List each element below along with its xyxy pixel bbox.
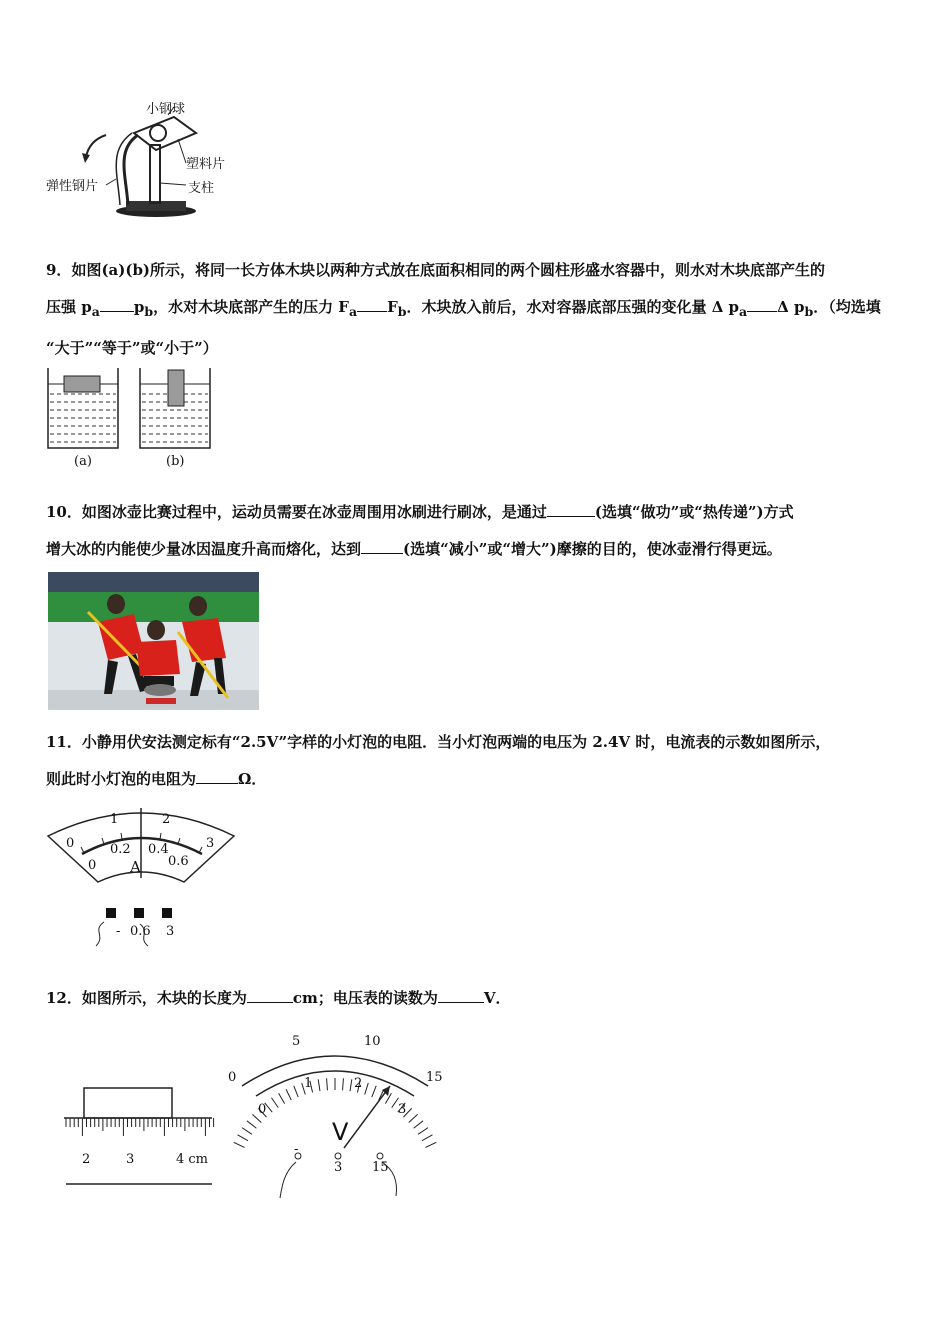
ruler-drawing xyxy=(62,1086,217,1190)
voltmeter-tick xyxy=(247,1121,256,1128)
q11-line2 xyxy=(46,761,906,798)
ammeter-upper-tick-1: 1 xyxy=(110,812,119,827)
q9-line2 xyxy=(46,289,906,330)
ammeter-upper-tick-0: 0 xyxy=(66,836,75,851)
ammeter-unit: A xyxy=(130,858,141,876)
q9-blank-2[interactable] xyxy=(357,295,387,312)
q10-blank-1[interactable] xyxy=(547,500,595,517)
ammeter-terminal-0-6: 0.6 xyxy=(130,924,151,939)
voltmeter-upper-tick-0: 0 xyxy=(228,1070,237,1085)
ammeter-lower-tick-2: 0.4 xyxy=(148,842,169,857)
q9-text-2b: p xyxy=(133,298,145,316)
q12-number: 12． xyxy=(46,989,82,1007)
voltmeter-upper-tick-10: 10 xyxy=(364,1034,381,1049)
voltmeter-tick xyxy=(385,1093,391,1103)
voltmeter-tick xyxy=(279,1093,285,1103)
q9-number: 9． xyxy=(46,261,72,279)
q11-line1 xyxy=(46,724,906,761)
voltmeter-tick xyxy=(271,1098,278,1108)
voltmeter-tick xyxy=(422,1135,432,1141)
voltmeter-tick xyxy=(238,1135,248,1141)
ammeter-terminal-3: 3 xyxy=(166,924,175,939)
voltmeter-tick xyxy=(350,1079,352,1091)
voltmeter-tick xyxy=(242,1128,252,1135)
q9-text-2d: F xyxy=(387,298,398,316)
voltmeter-tick xyxy=(409,1114,418,1122)
label-plastic-card: 塑料片 xyxy=(186,157,226,172)
q11-text-2a: 则此时小灯泡的电阻为 xyxy=(46,770,197,788)
containers-drawing xyxy=(46,366,216,456)
voltmeter-upper-tick-5: 5 xyxy=(292,1034,301,1049)
question-10 xyxy=(46,494,906,568)
q9-sub-b3: b xyxy=(804,304,814,319)
ammeter-figure xyxy=(44,800,239,950)
q10-text-1b: (选填“做功”或“热传递”)方式 xyxy=(594,503,794,521)
voltmeter-tick xyxy=(286,1089,291,1100)
q9-text-2g: ．（均选填 xyxy=(813,298,881,316)
curling-scene xyxy=(48,572,259,710)
q11-blank[interactable] xyxy=(196,767,238,784)
q9-line1 xyxy=(46,252,906,289)
q9-text-1: 如图(a)(b)所示，将同一长方体木块以两种方式放在底面积相同的两个圆柱形盛水容器中，则水对木块底部产生的 xyxy=(71,261,826,279)
ammeter-lower-tick-0: 0 xyxy=(88,858,97,873)
q9-fig-label-a: (a) xyxy=(74,454,92,469)
curling-photo xyxy=(48,572,259,710)
q10-line2 xyxy=(46,531,906,568)
voltmeter-terminal-3: 3 xyxy=(334,1160,343,1175)
question-11 xyxy=(46,724,906,798)
voltmeter-lower-tick-2: 2 xyxy=(354,1076,363,1091)
q12-text-c: V． xyxy=(483,989,511,1007)
q10-number: 10． xyxy=(46,503,82,521)
voltmeter-tick xyxy=(365,1083,369,1094)
label-pillar: 支柱 xyxy=(188,181,215,196)
voltmeter-terminal-15: 15 xyxy=(372,1160,389,1175)
q9-blank-3[interactable] xyxy=(747,295,777,312)
q9-line3: “大于”“等于”或“小于”） xyxy=(46,339,218,357)
q12-blank-2[interactable] xyxy=(438,986,484,1003)
q9-blank-1[interactable] xyxy=(100,295,134,312)
q12-text-b: cm；电压表的读数为 xyxy=(292,989,438,1007)
ruler-label-4cm: 4 cm xyxy=(176,1152,209,1167)
voltmeter-drawing xyxy=(222,1030,452,1202)
ammeter-upper-tick-3: 3 xyxy=(206,836,215,851)
q10-text-1a: 如图冰壶比赛过程中，运动员需要在冰壶周围用冰刷进行刷冰，是通过 xyxy=(81,503,547,521)
q9-sub-b2: b xyxy=(397,304,407,319)
q12-blank-1[interactable] xyxy=(247,986,293,1003)
ruler-label-3: 3 xyxy=(126,1152,135,1167)
voltmeter-tick xyxy=(327,1078,328,1090)
voltmeter-tick xyxy=(414,1121,423,1128)
ruler-label-2: 2 xyxy=(82,1152,91,1167)
ammeter-lower-tick-3: 0.6 xyxy=(168,854,189,869)
voltmeter-lower-tick-1: 1 xyxy=(304,1076,313,1091)
q12-text-a: 如图所示，木块的长度为 xyxy=(81,989,247,1007)
q11-text-1: 小静用伏安法测定标有“2.5V”字样的小灯泡的电阻．当小灯泡两端的电压为 2.4V 时，电流表的示数如图所示， xyxy=(81,733,831,751)
label-steel-ball: 小钢球 xyxy=(146,102,186,117)
voltmeter-tick xyxy=(418,1128,428,1135)
question-9 xyxy=(46,252,906,367)
q9-fig-label-b: (b) xyxy=(166,454,185,469)
voltmeter-tick xyxy=(343,1078,344,1090)
q9-sub-b1: b xyxy=(144,304,154,319)
voltmeter-lower-tick-0: 0 xyxy=(258,1102,267,1117)
q9-sub-a1: a xyxy=(91,304,100,319)
question-12 xyxy=(46,980,906,1017)
voltmeter-upper-tick-15: 15 xyxy=(426,1070,443,1085)
voltmeter-tick xyxy=(234,1142,245,1147)
voltmeter-figure xyxy=(222,1030,452,1202)
ammeter-lower-tick-1: 0.2 xyxy=(110,842,131,857)
q11-text-2b: Ω． xyxy=(238,770,267,788)
voltmeter-terminal-minus: - xyxy=(294,1142,299,1157)
q12-line1 xyxy=(46,980,906,1017)
q9-text-2f: Δ p xyxy=(777,298,805,316)
q10-blank-2[interactable] xyxy=(361,537,403,554)
voltmeter-tick xyxy=(318,1079,320,1091)
voltmeter-unit: V xyxy=(332,1118,349,1146)
label-elastic-steel-strip: 弹性钢片 xyxy=(46,179,99,194)
voltmeter-tick xyxy=(372,1086,376,1097)
q10-text-2b: (选填“减小”或“增大”)摩擦的目的，使冰壶滑行得更远。 xyxy=(403,540,782,558)
q9-sub-a3: a xyxy=(739,304,748,319)
voltmeter-tick xyxy=(294,1086,298,1097)
q9-sub-a2: a xyxy=(348,304,358,319)
steel-ball-apparatus-figure xyxy=(46,95,226,225)
ammeter-terminal-minus: - xyxy=(116,924,121,939)
q9-text-2c: ，水对木块底部产生的压力 F xyxy=(153,298,349,316)
voltmeter-lower-tick-3: 3 xyxy=(398,1102,407,1117)
q10-text-2a: 增大冰的内能使少量冰因温度升高而熔化，达到 xyxy=(46,540,362,558)
q11-number: 11． xyxy=(46,733,82,751)
voltmeter-tick xyxy=(425,1142,436,1147)
ammeter-upper-tick-2: 2 xyxy=(162,812,171,827)
q9-containers-figure xyxy=(46,366,216,472)
q9-text-2e: ．木块放入前后，水对容器底部压强的变化量 Δ p xyxy=(406,298,740,316)
q10-line1 xyxy=(46,494,906,531)
ruler-figure xyxy=(62,1086,217,1190)
q9-text-2a: 压强 p xyxy=(46,298,92,316)
